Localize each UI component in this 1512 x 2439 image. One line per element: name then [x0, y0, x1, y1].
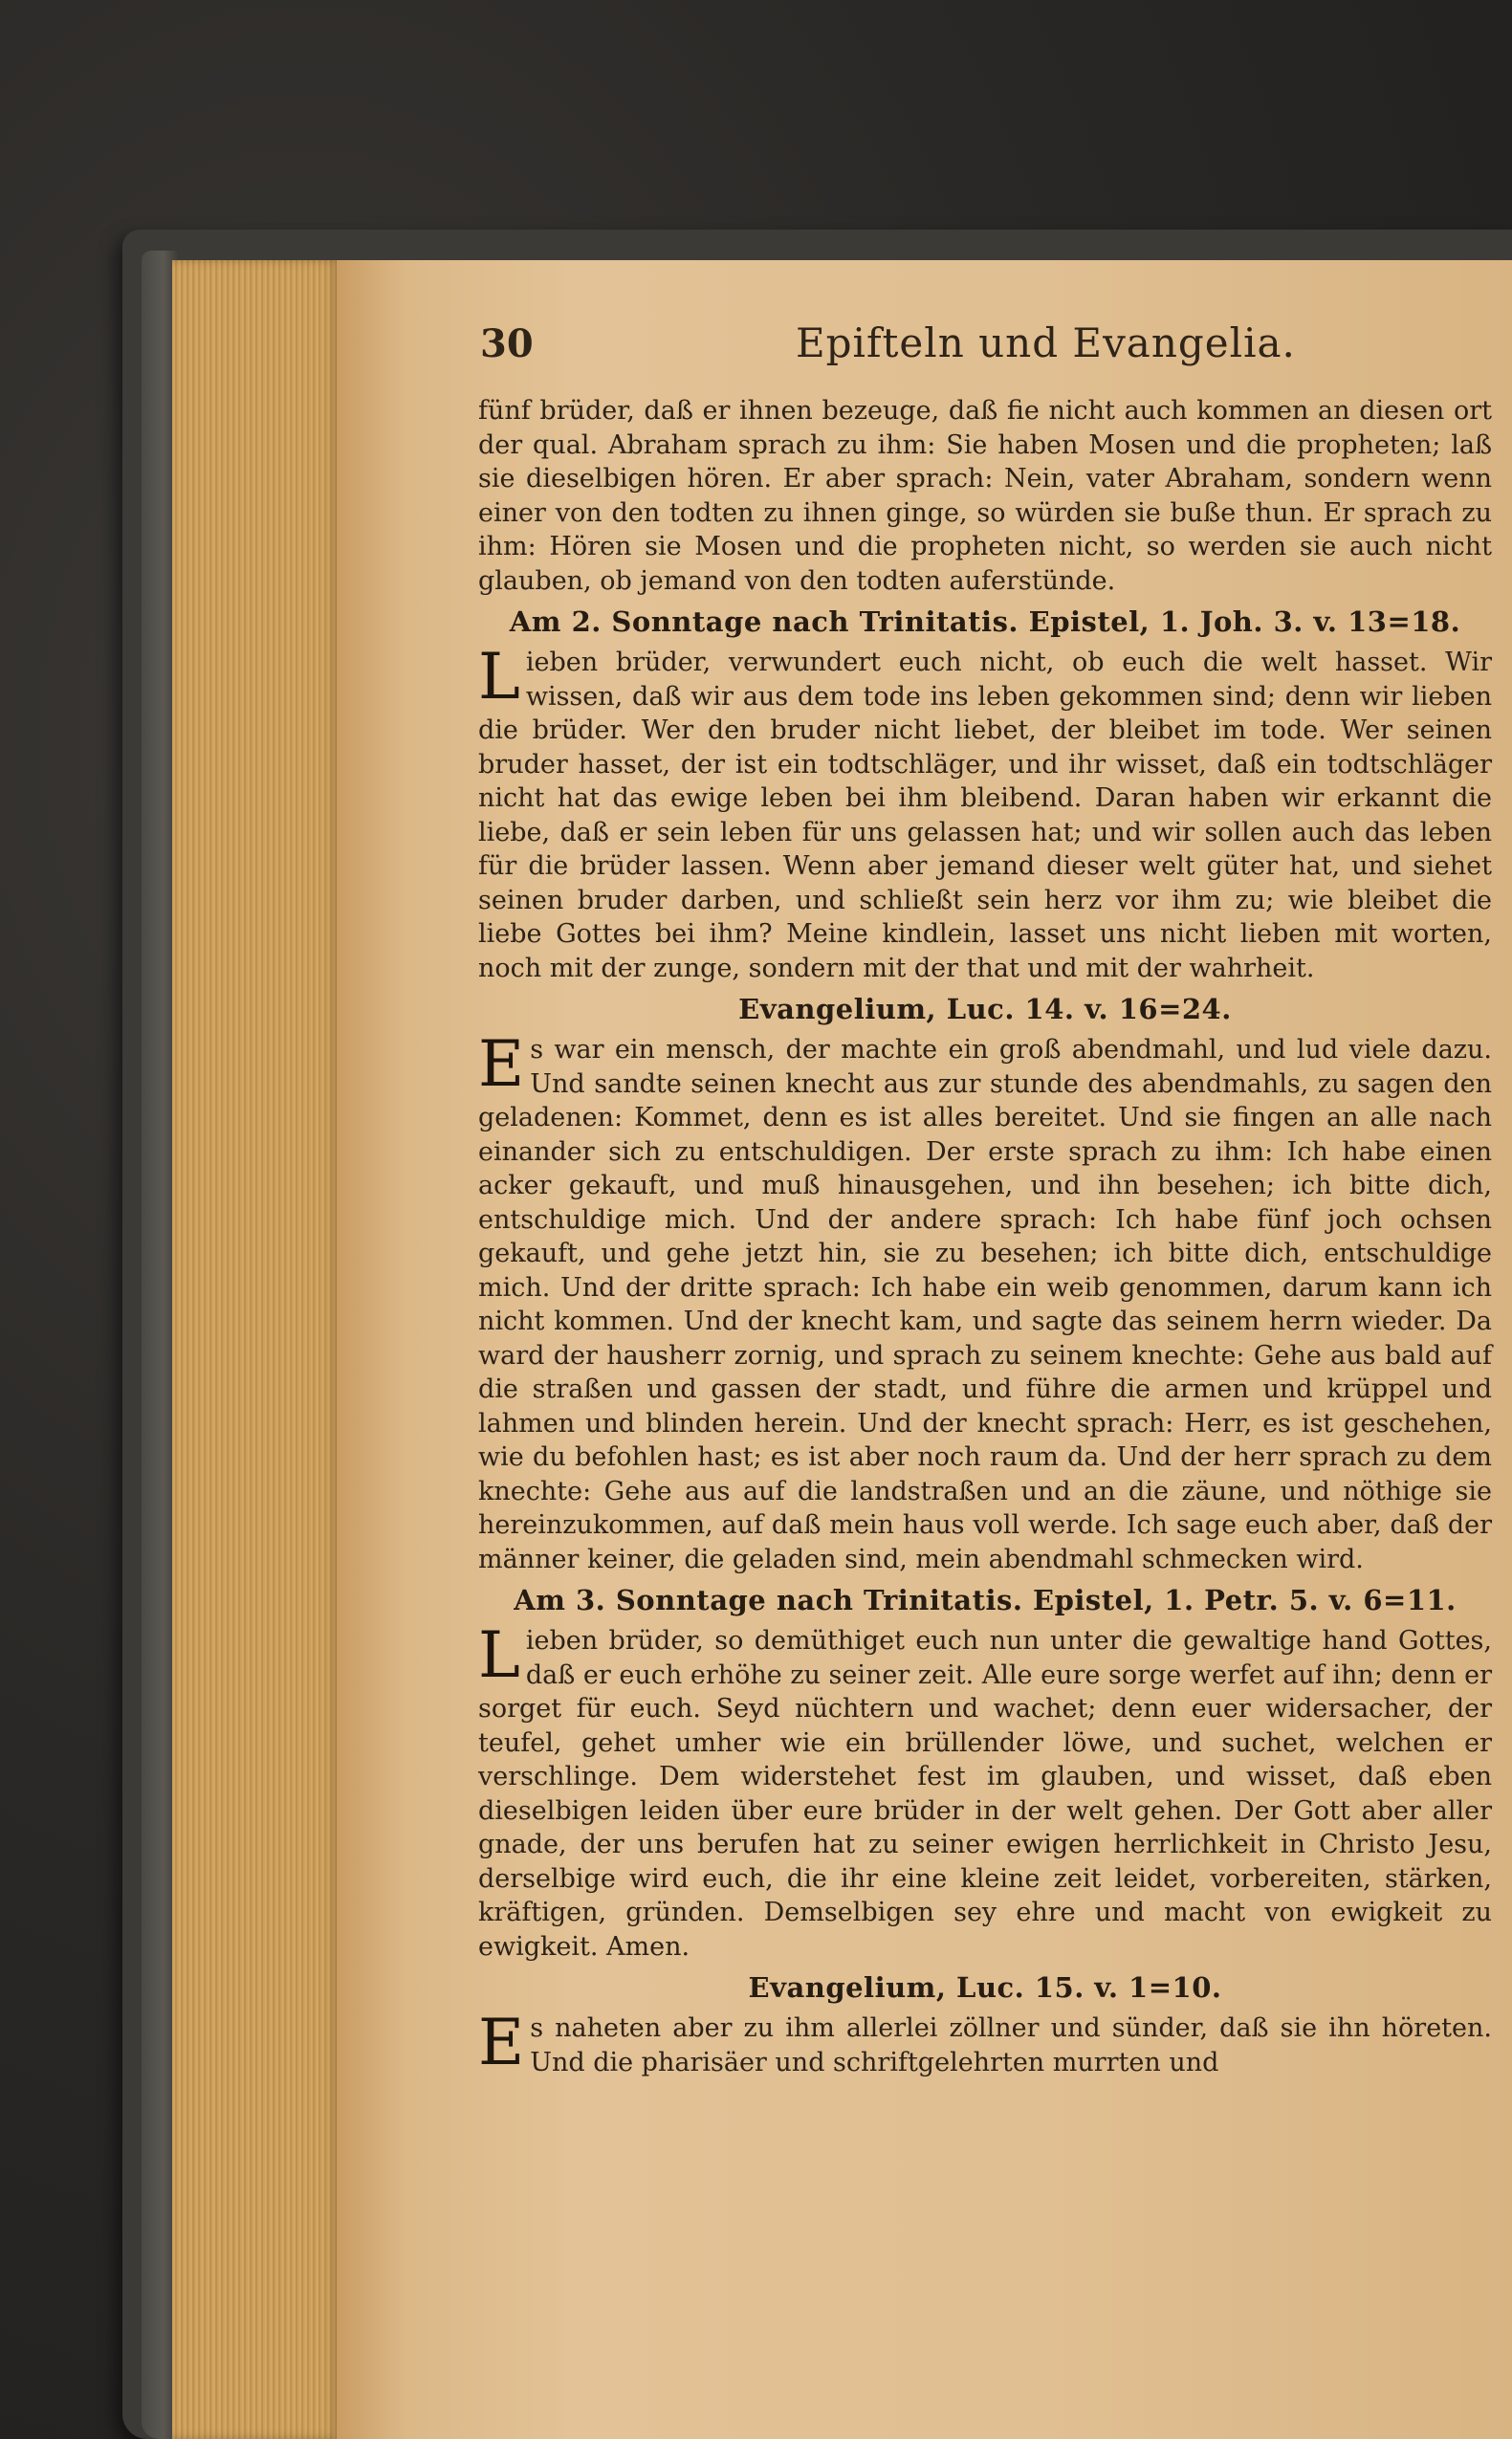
drop-initial: L: [478, 1618, 520, 1692]
section-heading-gospel-luc-15: Evangelium, Luc. 15. v. 1=10.: [748, 1971, 1222, 2004]
paragraph-body: ieben brüder, so demüthiget euch nun unter die gewaltige hand Gottes, daß er euch erhöhe zu seiner zeit. Alle eure sorge werfet auf ihn; denn er sorget für euch. Seyd nüchtern und wachet; denn euer widersacher, der teufel, gehet umher wie ein brüllender löwe, und suchet, welchen er verschlinge. Dem widerstehet fest im glauben, und wisset, daß eben dieselbigen leiden über eure brüder in der welt gehen. Der Gott aber aller gnade, der uns berufen hat zu seiner ewigen herrlichkeit in Christo Jesu, derselbige wird euch, die ihr eine kleine zeit leidet, vorbereiten, stärken, kräftigen, gründen. Demselbigen sey ehre und macht von ewigkeit zu ewigkeit. Amen.: [478, 1626, 1492, 1962]
drop-initial: E: [478, 1027, 525, 1101]
paragraph-epistle-2: [478, 640, 1492, 985]
page-text: [478, 394, 1492, 2079]
section-heading-epistle-3: Am 3. Sonntage nach Trinitatis. Epistel, 1. Petr. 5. v. 6=11.: [514, 1584, 1457, 1616]
paragraph-epistle-3: [478, 1618, 1492, 1964]
section-heading-epistle-2: Am 2. Sonntage nach Trinitatis. Epistel, 1. Joh. 3. v. 13=18.: [509, 605, 1461, 638]
paragraph-body: s naheten aber zu ihm allerlei zöllner und sünder, daß sie ihn höreten. Und die pharisäer und schriftgelehrten murrten und: [530, 2013, 1492, 2077]
paragraph-gospel-luc-15: [478, 2006, 1492, 2079]
paragraph-body: s war ein mensch, der machte ein groß abendmahl, und lud viele dazu. Und sandte seinen knecht aus zur stunde des abendmahls, zu sagen den geladenen: Kommet, denn es ist alles bereitet. Und sie fingen an alle nach einander sich zu entschuldigen. Der erste sprach zu ihm: Ich habe einen acker gekauft, und muß hinausgehen, und ihn besehen; ich bitte dich, entschuldige mich. Und der andere sprach: Ich habe fünf joch ochsen gekauft, und gehe jetzt hin, sie zu besehen; ich bitte dich, entschuldige mich. Und der dritte sprach: Ich habe ein weib genommen, darum kann ich nicht kommen. Und der knecht kam, und sagte das seinem herrn wieder. Da ward der hausherr zornig, und sprach zu seinem knechte: Gehe aus bald auf die straßen und gassen der stadt, und führe die armen und krüppel und lahmen und blinden herein. Und der knecht sprach: Herr, es ist geschehen, wie du befohlen hast; es ist aber noch raum da. Und der herr sprach zu dem knechte: Gehe aus auf die landstraßen und an die zäune, und nöthige sie hereinzukommen, auf daß mein haus voll werde. Ich sage euch aber, daß der männer keiner, die geladen sind, mein abendmahl schmecken wird.: [478, 1035, 1492, 1574]
paragraph-gospel-luc-14: [478, 1027, 1492, 1576]
drop-initial: E: [478, 2006, 525, 2079]
paragraph-continuation: fünf brüder, daß er ihnen bezeuge, daß fie nicht auch kommen an diesen ort der qual. Abraham sprach zu ihm: Sie haben Mosen und die propheten; laß sie dieselbigen hören. Er aber sprach: Nein, vater Abraham, sondern wenn einer von den todten zu ihnen ginge, so würden sie buße thun. Er sprach zu ihm: Hören sie Mosen und die propheten nicht, so werden sie auch nicht glauben, ob jemand von den todten auferstünde.: [478, 396, 1492, 596]
page-number: 30: [480, 321, 534, 366]
page-edges: [172, 260, 340, 2439]
book-page: [337, 260, 1512, 2439]
paragraph-body: ieben brüder, verwundert euch nicht, ob euch die welt hasset. Wir wissen, daß wir aus dem tode ins leben gekommen sind; denn wir lieben die brüder. Wer den bruder nicht liebet, der bleibet im tode. Wer seinen bruder hasset, der ist ein todtschläger, und ihr wisset, daß ein todtschläger nicht hat das ewige leben bei ihm bleibend. Daran haben wir erkannt die liebe, daß er sein leben für uns gelassen hat; und wir sollen auch das leben für die brüder lassen. Wenn aber jemand dieser welt güter hat, und siehet seinen bruder darben, und schließt sein herz vor ihm zu; wie bleibet die liebe Gottes bei ihm? Meine kindlein, lasset uns nicht lieben mit worten, noch mit der zunge, sondern mit der that und mit der wahrheit.: [478, 648, 1492, 983]
section-heading-gospel-luc-14: Evangelium, Luc. 14. v. 16=24.: [738, 993, 1232, 1025]
running-head: Epifteln und Evangelia.: [796, 319, 1296, 366]
drop-initial: L: [478, 640, 520, 714]
page-header: [480, 316, 1503, 373]
